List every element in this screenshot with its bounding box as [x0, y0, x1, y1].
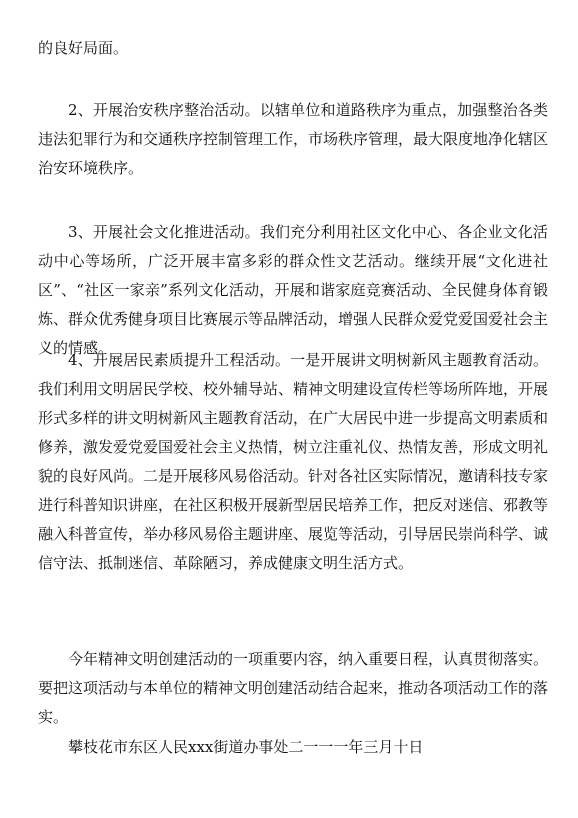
- paragraph-item-2: 2、开展治安秩序整治活动。以辖单位和道路秩序为重点，加强整治各类违法犯罪行为和交通秩序控制管理工作，市场秩序管理，最大限度地净化辖区治安环境秩序。: [38, 101, 549, 177]
- signature-date-line: 攀枝花市东区人民xxx街道办事处二一一一年三月十日: [68, 738, 424, 756]
- paragraph-conclusion: 今年精神文明创建活动的一项重要内容，纳入重要日程，认真贯彻落实。要把这项活动与本单位的精神文明创建活动结合起来，推动各项活动工作的落实。: [38, 650, 549, 726]
- paragraph-item-4: 4、开展居民素质提升工程活动。一是开展讲文明树新风主题教育活动。我们利用文明居民学校、校外辅导站、精神文明建设宣传栏等场所阵地，开展形式多样的讲文明树新风主题教育活动，在广大居民中进一步提高文明素质和修养，激发爱党爱国爱社会主义热情，树立注重礼仪、热情友善，形成文明礼貌的良好风尚。二是开展移风易俗活动。针对各社区实际情况，邀请科技专家进行科普知识讲座，在社区积极开展新型居民培养工作，把反对迷信、邪教等融入科普宣传，举办移风易俗主题讲座、展览等活动，引导居民崇尚科学、诚信守法、抵制迷信、革除陋习，养成健康文明生活方式。: [38, 351, 549, 572]
- paragraph-item-3: 3、开展社会文化推进活动。我们充分利用社区文化中心、各企业文化活动中心等场所，广泛开展丰富多彩的群众性文艺活动。继续开展“文化进社区”、“社区一家亲”系列文化活动，开展和谐家庭竞赛活动、全民健身体育锻炼、群众优秀健身项目比赛展示等品牌活动，增强人民群众爱党爱国爱社会主义的情感。: [38, 223, 549, 357]
- paragraph-continuation: 的良好局面。: [38, 39, 129, 57]
